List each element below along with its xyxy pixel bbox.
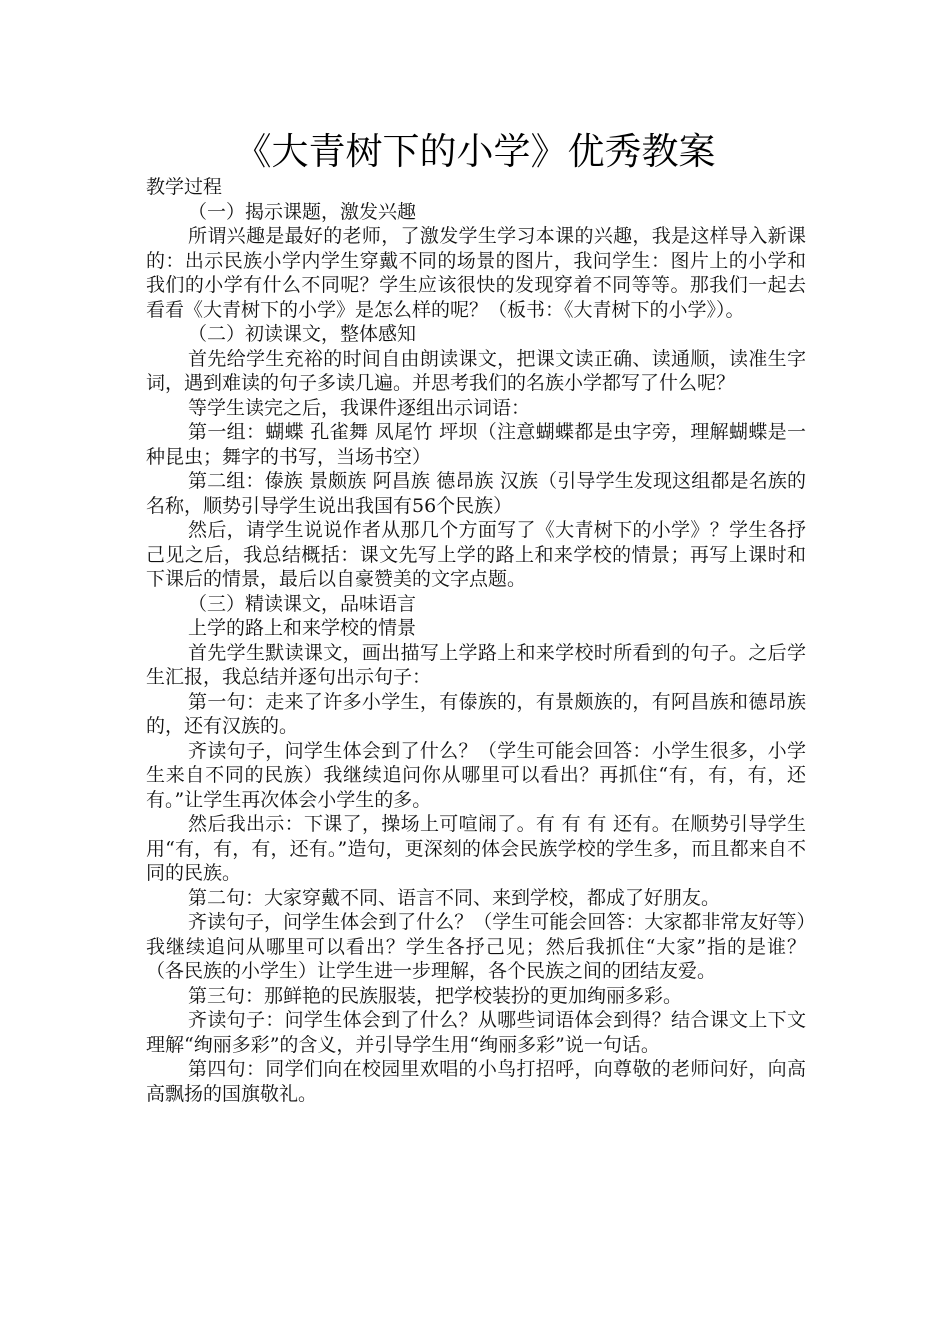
paragraph: 齐读句子：问学生体会到了什么？从哪些词语体会到得？结合课文上下文理解“绚丽多彩”的含义，并引导学生用“绚丽多彩”说一句话。 [146,1009,806,1056]
paragraph: 所谓兴趣是最好的老师，了激发学生学习本课的兴趣，我是这样导入新课的：出示民族小学内学生穿戴不同的场景的图片，我问学生：图片上的小学和我们的小学有什么不同呢？学生应该很快的发现穿着不同等等。那我们一起去看看《大青树下的小学》是怎么样的呢？（板书：《大青树下的小学》）。 [146,225,806,321]
subheading: 上学的路上和来学校的情景 [188,617,417,639]
paragraph: 首先给学生充裕的时间自由朗读课文，把课文读正确、读通顺，读准生字词，遇到难读的句子多读几遍。并思考我们的名族小学都写了什么呢？ [146,347,806,394]
paragraph: 然后我出示：下课了，操场上可喧闹了。有 有 有 还有。在顺势引导学生用“有，有，有，还有。”造句，更深刻的体会民族学校的学生多，而且都来自不同的民族。 [146,813,806,884]
paragraph: 首先学生默读课文，画出描写上学路上和来学校时所看到的句子。之后学生汇报，我总结并逐句出示句子： [146,641,806,688]
section-heading: （一）揭示课题，激发兴趣 [188,200,417,223]
document-title: 《大青树下的小学》优秀教案 [234,130,716,173]
section-heading: （二）初读课文，整体感知 [188,323,417,345]
paragraph: 等学生读完之后，我课件逐组出示词语： [188,396,531,419]
paragraph: 然后，请学生说说作者从那几个方面写了《大青树下的小学》？学生各抒己见之后，我总结概括：课文先写上学的路上和来学校的情景；再写上课时和下课后的情景，最后以自豪赞美的文字点题。 [146,519,806,590]
paragraph: 齐读句子，问学生体会到了什么？（学生可能会回答：大家都非常友好等）我继续追问从哪里可以看出？学生各抒己见；然后我抓住“大家”指的是谁？（各民族的小学生）让学生进一步理解，各个民族之间的团结友爱。 [146,911,806,982]
paragraph: 第二组：傣族 景颇族 阿昌族 德昂族 汉族（引导学生发现这组都是名族的名称，顺势引导学生说出我国有56个民族） [146,470,806,517]
paragraph: 第一句：走来了许多小学生，有傣族的，有景颇族的，有阿昌族和德昂族的，还有汉族的。 [146,690,806,737]
section-label: 教学过程 [146,176,223,198]
document-body [146,175,806,1106]
section-heading: （三）精读课文，品味语言 [188,592,417,615]
paragraph: 第四句：同学们向在校园里欢唱的小鸟打招呼，向尊敬的老师问好，向高高飘扬的国旗敬礼。 [146,1058,806,1105]
paragraph: 齐读句子，问学生体会到了什么？（学生可能会回答：小学生很多，小学生来自不同的民族）我继续追问你从哪里可以看出？再抓住“有，有，有，还有。”让学生再次体会小学生的多。 [146,739,806,811]
paragraph: 第一组：蝴蝶 孔雀舞 凤尾竹 坪坝（注意蝴蝶都是虫字旁，理解蝴蝶是一种昆虫；舞字的书写，当场书空） [146,421,806,468]
paragraph: 第三句：那鲜艳的民族服装，把学校装扮的更加绚丽多彩。 [188,984,683,1007]
paragraph: 第二句：大家穿戴不同、语言不同、来到学校，都成了好朋友。 [188,886,721,909]
